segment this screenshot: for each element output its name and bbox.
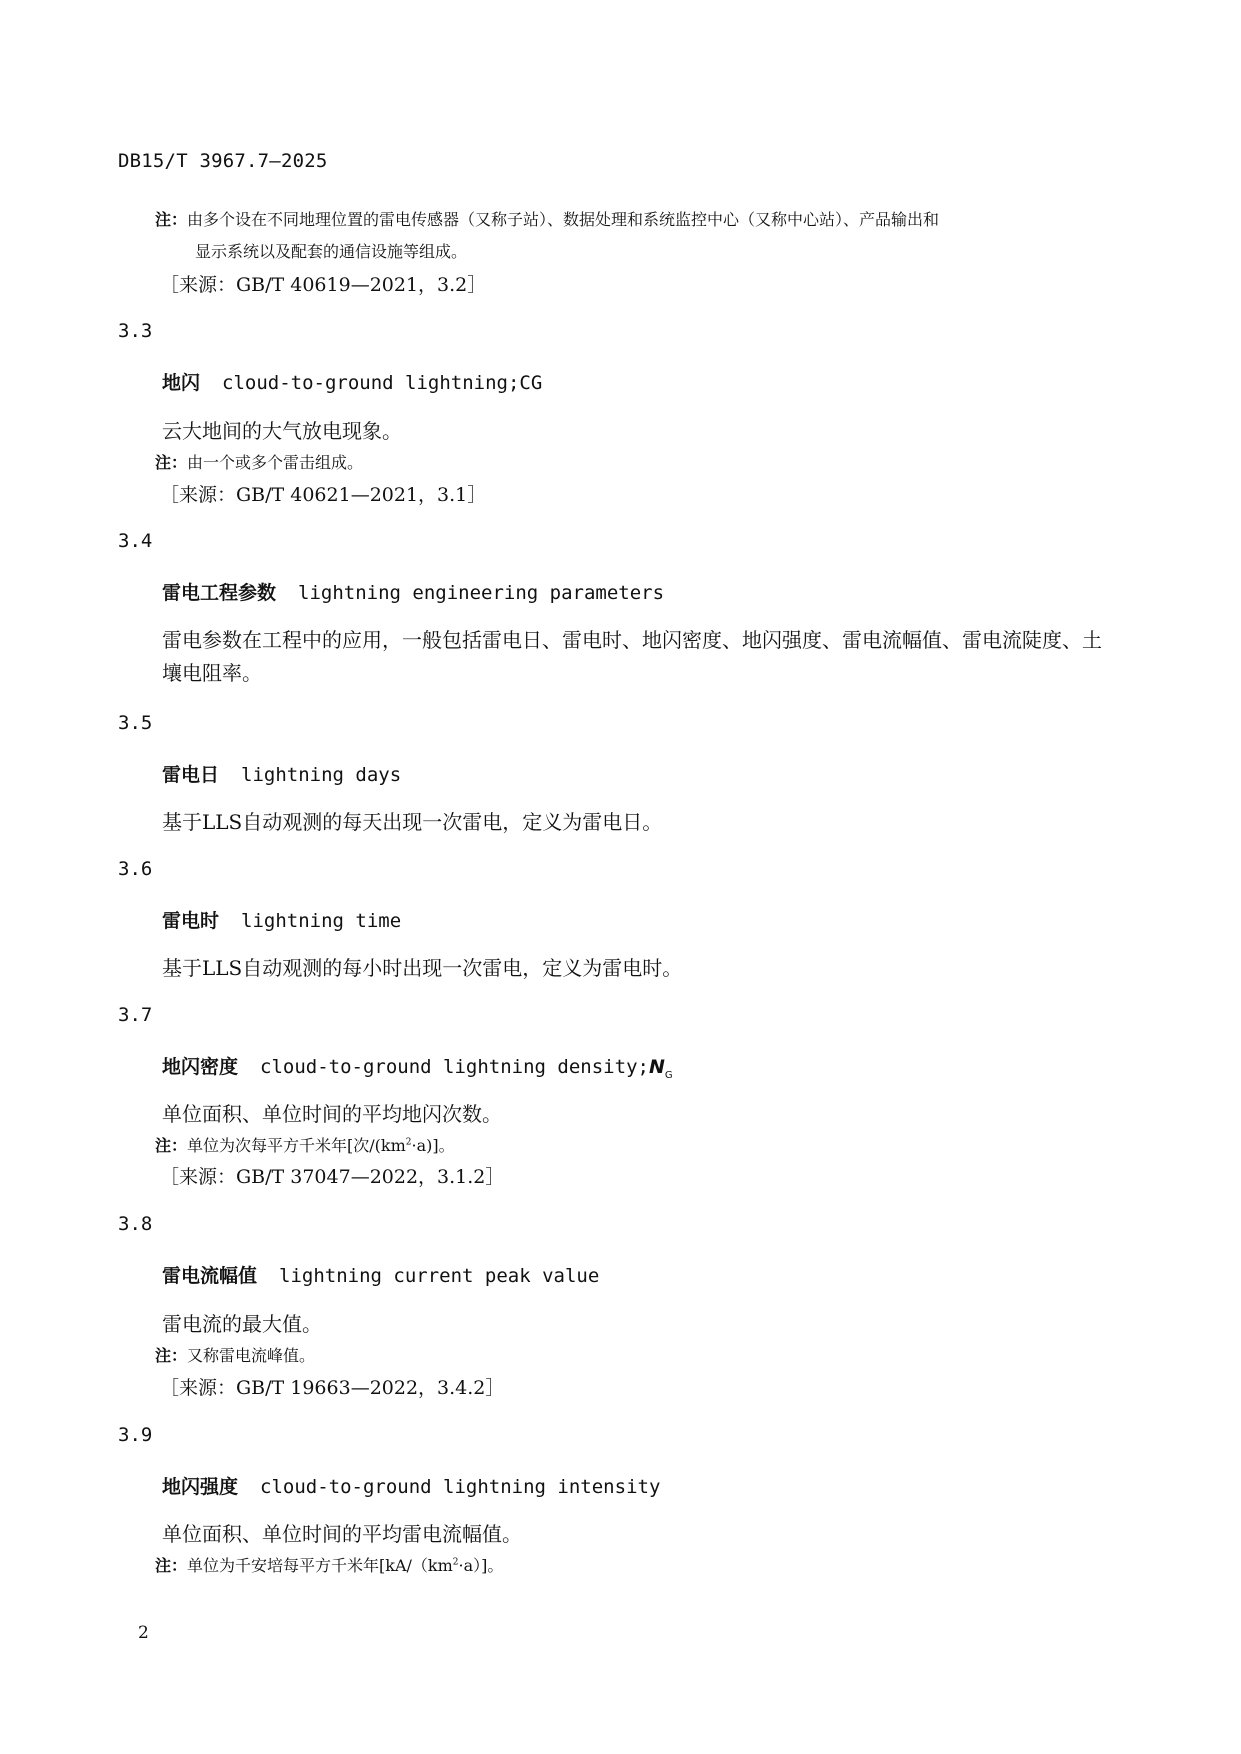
- note-text: 由一个或多个雷击组成。: [187, 453, 364, 472]
- definition-3-5: 基于LLS自动观测的每天出现一次雷电，定义为雷电日。: [162, 810, 663, 834]
- term-number-3-6: 3.6: [118, 858, 153, 880]
- note-text: 单位为次每平方千米年[次$/(km^2\cdot a)$]。: [187, 1136, 455, 1155]
- note-3-7: [155, 1133, 455, 1156]
- definition-3-4: 雷电参数在工程中的应用，一般包括雷电日、雷电时、地闪密度、地闪强度、雷电流幅值、雷电流陡度、土壤电阻率。: [162, 628, 1102, 685]
- source-3-8: ［来源：GB/T 19663—2022，3.4.2］: [160, 1377, 505, 1399]
- term-en: cloud-to-ground lightning intensity: [260, 1476, 661, 1498]
- definition-3-7: 单位面积、单位时间的平均地闪次数。: [162, 1102, 502, 1126]
- note-label: 注：: [155, 453, 188, 472]
- term-3-9: [162, 1472, 660, 1499]
- note-label: 注：: [155, 1556, 188, 1575]
- note-label: 注：: [155, 210, 188, 229]
- definition-3-6: 基于LLS自动观测的每小时出现一次雷电，定义为雷电时。: [162, 956, 683, 980]
- term-en: lightning days: [241, 764, 402, 786]
- term-3-3: [162, 368, 542, 395]
- term-en: cloud-to-ground lightning density;: [260, 1056, 649, 1078]
- term-number-3-8: 3.8: [118, 1213, 153, 1235]
- term-zh: 地闪: [162, 372, 201, 394]
- term-zh: 雷电时: [162, 910, 220, 932]
- term-3-4: [162, 578, 664, 605]
- term-en: lightning current peak value: [279, 1265, 600, 1287]
- term-3-6: [162, 906, 401, 933]
- term-zh: 地闪强度: [162, 1476, 239, 1498]
- definition-3-9: 单位面积、单位时间的平均雷电流幅值。: [162, 1522, 522, 1546]
- term-en: lightning engineering parameters: [298, 582, 665, 604]
- term-number-3-5: 3.5: [118, 712, 153, 734]
- term-zh: 地闪密度: [162, 1056, 239, 1078]
- definition-3-3: 云大地间的大气放电现象。: [162, 419, 402, 443]
- term-zh: 雷电工程参数: [162, 582, 277, 604]
- term-number-3-3: 3.3: [118, 320, 153, 342]
- note-text-line1: 由多个设在不同地理位置的雷电传感器（又称子站）、数据处理和系统监控中心（又称中心站）、产品输出和: [187, 210, 940, 229]
- term-symbol: $N_G$: [648, 1056, 673, 1081]
- note-3-3: [155, 450, 363, 473]
- note-3-2: [155, 204, 1095, 268]
- term-3-8: [162, 1261, 599, 1288]
- definition-3-8: 雷电流的最大值。: [162, 1312, 322, 1336]
- term-number-3-9: 3.9: [118, 1424, 153, 1446]
- term-number-3-4: 3.4: [118, 530, 153, 552]
- note-text: 又称雷电流峰值。: [187, 1346, 316, 1365]
- term-en: cloud-to-ground lightning;CG: [222, 372, 543, 394]
- note-3-9: [155, 1553, 503, 1576]
- note-label: 注：: [155, 1346, 188, 1365]
- note-3-8: [155, 1343, 315, 1366]
- source-3-7: ［来源：GB/T 37047—2022，3.1.2］: [160, 1166, 505, 1188]
- note-label: 注：: [155, 1136, 188, 1155]
- source-3-3: ［来源：GB/T 40621—2021，3.1］: [160, 484, 487, 506]
- page-number: 2: [138, 1623, 149, 1643]
- note-text-line2: 显示系统以及配套的通信设施等组成。: [195, 242, 468, 261]
- note-text: 单位为千安培每平方千米年$[kA/(km^2\cdot a)]$。: [187, 1556, 504, 1575]
- term-en: lightning time: [241, 910, 402, 932]
- source-3-2: ［来源：GB/T 40619—2021，3.2］: [160, 274, 487, 296]
- term-number-3-7: 3.7: [118, 1004, 153, 1026]
- term-3-5: [162, 760, 401, 787]
- term-zh: 雷电日: [162, 764, 220, 786]
- document-id: DB15/T 3967.7—2025: [118, 150, 328, 172]
- term-3-7: [162, 1052, 673, 1081]
- term-zh: 雷电流幅值: [162, 1265, 258, 1287]
